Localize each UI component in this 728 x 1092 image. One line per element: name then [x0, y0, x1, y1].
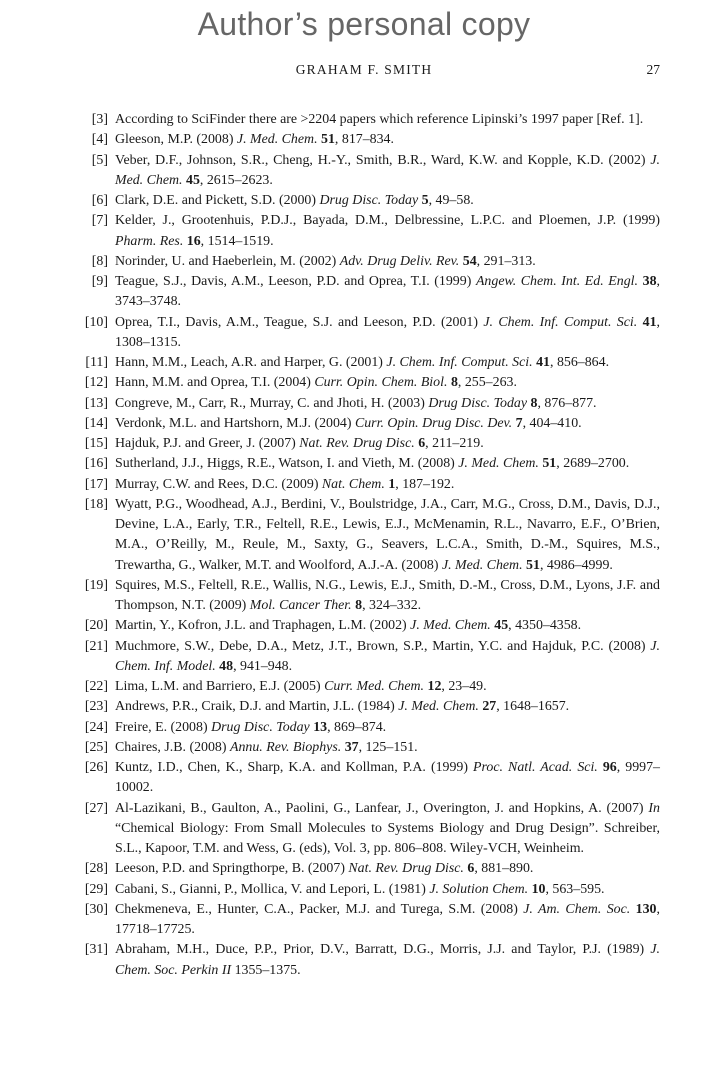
- reference-number: [23]: [84, 699, 108, 715]
- reference-text: According to SciFinder there are >2204 papers which reference Lipinski’s 1997 paper [Ref. 1].: [115, 112, 644, 127]
- reference-text: , 187–192.: [395, 476, 455, 492]
- reference-item: [74, 738, 660, 758]
- reference-number: [9]: [91, 274, 108, 289]
- reference-item: [74, 252, 660, 272]
- reference-journal: J. Med. Chem.: [398, 699, 479, 715]
- page-number: 27: [646, 62, 660, 77]
- reference-text: Hann, M.M. and Oprea, T.I. (2004): [115, 375, 315, 391]
- reference-volume: 8: [355, 598, 363, 613]
- reference-text: , 17718–17725.: [115, 901, 660, 937]
- reference-journal: J. Solution Chem.: [429, 881, 529, 897]
- reference-volume: 54: [462, 253, 477, 269]
- reference-number: [20]: [84, 618, 108, 634]
- reference-number: [6]: [91, 193, 108, 208]
- reference-number: [29]: [84, 881, 108, 897]
- reference-journal: J. Chem. Inf. Model.: [115, 638, 660, 674]
- reference-number: [4]: [91, 132, 108, 148]
- reference-journal: Drug Disc. Today: [319, 193, 419, 208]
- reference-journal: Drug Disc. Today: [428, 395, 528, 411]
- reference-text: , 1308–1315.: [115, 314, 660, 350]
- reference-text: Kuntz, I.D., Chen, K., Sharp, K.A. and Kollman, P.A. (1999): [115, 760, 474, 775]
- reference-number: [15]: [84, 436, 108, 451]
- reference-text: Gleeson, M.P. (2008): [115, 132, 237, 148]
- reference-item: [74, 394, 660, 414]
- reference-text: , 881–890.: [474, 861, 534, 877]
- reference-number: [7]: [91, 213, 108, 229]
- reference-journal: Curr. Opin. Chem. Biol.: [314, 375, 448, 391]
- reference-item: [74, 859, 660, 879]
- reference-journal: Nat. Chem.: [321, 476, 385, 492]
- reference-text: Congreve, M., Carr, R., Murray, C. and Jhoti, H. (2003): [115, 395, 429, 411]
- reference-item: [74, 313, 660, 354]
- reference-text: Muchmore, S.W., Debe, D.A., Metz, J.T., Brown, S.P., Martin, Y.C. and Hajduk, P.C. (2008): [115, 638, 651, 654]
- reference-volume: 51: [321, 132, 335, 148]
- reference-volume: 38: [642, 274, 657, 289]
- reference-item: [74, 718, 660, 738]
- reference-journal: J. Med. Chem.: [236, 132, 318, 148]
- reference-number: [31]: [84, 942, 108, 958]
- reference-text: , 4350–4358.: [508, 618, 582, 634]
- reference-text: Andrews, P.R., Craik, D.J. and Martin, J.L. (1984): [115, 699, 399, 715]
- reference-journal: Drug Disc. Today: [211, 719, 310, 735]
- reference-text: Hajduk, P.J. and Greer, J. (2007): [115, 436, 300, 451]
- reference-item: [74, 697, 660, 717]
- reference-text: , 291–313.: [476, 253, 536, 269]
- reference-item: [74, 758, 660, 799]
- reference-text: Squires, M.S., Feltell, R.E., Wallis, N.G., Lewis, E.J., Smith, D.-M., Cross, D.M., Lyons, J.F. and Thompson, N.T. (2009): [115, 577, 660, 613]
- reference-volume: 7: [515, 415, 523, 431]
- reference-text: , 1648–1657.: [496, 699, 570, 715]
- reference-text: Abraham, M.H., Duce, P.P., Prior, D.V., Barratt, D.G., Morris, J.J. and Taylor, P.J. (1989): [115, 942, 651, 958]
- reference-volume: 41: [536, 355, 550, 370]
- reference-text: Chaires, J.B. (2008): [115, 739, 230, 755]
- reference-text: Lima, L.M. and Barriero, E.J. (2005): [115, 679, 325, 694]
- reference-volume: 37: [344, 739, 359, 755]
- reference-number: [22]: [84, 679, 108, 694]
- reference-item: [74, 373, 660, 393]
- reference-item: [74, 677, 660, 697]
- reference-volume: 12: [427, 679, 442, 694]
- reference-volume: 130: [635, 901, 657, 917]
- reference-item: [74, 880, 660, 900]
- reference-number: [24]: [84, 719, 108, 735]
- reference-journal: J. Chem. Inf. Comput. Sci.: [386, 355, 533, 370]
- reference-text: , 23–49.: [441, 679, 487, 694]
- reference-number: [19]: [84, 577, 108, 593]
- reference-text: Norinder, U. and Haeberlein, M. (2002): [115, 253, 340, 269]
- reference-volume: 45: [186, 172, 200, 188]
- reference-number: [14]: [84, 415, 108, 431]
- reference-text: , 3743–3748.: [115, 274, 660, 310]
- reference-volume: 6: [467, 861, 475, 877]
- reference-text: , 125–151.: [358, 739, 418, 755]
- reference-volume: 48: [219, 658, 234, 674]
- reference-number: [18]: [84, 496, 108, 512]
- reference-text: , 49–58.: [428, 193, 474, 208]
- reference-volume: 41: [642, 314, 657, 330]
- reference-volume: 8: [450, 375, 458, 391]
- reference-journal: Curr. Opin. Drug Disc. Dev.: [354, 415, 513, 431]
- reference-volume: 6: [418, 436, 426, 451]
- reference-item: [74, 900, 660, 941]
- reference-item: [74, 151, 660, 192]
- reference-item: [74, 130, 660, 150]
- reference-volume: 1: [388, 476, 396, 492]
- reference-journal: Mol. Cancer Ther.: [249, 598, 352, 613]
- reference-journal: J. Med. Chem.: [115, 152, 660, 188]
- reference-text: Veber, D.F., Johnson, S.R., Cheng, H.-Y., Smith, B.R., Ward, K.W. and Kopple, K.D. (2002): [115, 152, 651, 168]
- reference-text: Teague, S.J., Davis, A.M., Leeson, P.D. and Oprea, T.I. (1999): [115, 274, 476, 289]
- reference-journal: J. Chem. Soc. Perkin II: [115, 942, 660, 978]
- reference-text: Wyatt, P.G., Woodhead, A.J., Berdini, V., Boulstridge, J.A., Carr, M.G., Cross, D.M., Davis, D.J., Devine, L.A., Early, T.R., Feltell, R.E., Lewis, E.J., McMenamin, R.L., Navarro, E.F., O’Brien, M.A., O’Reilly, M., Reule, M., Saxty, G., Seavers, L.C.A., Smith, D.-M., Squires, M.S., Trewartha, G., Walker, M.T. and Woolford, A.J.-A. (2008): [115, 496, 660, 573]
- reference-text: Sutherland, J.J., Higgs, R.E., Watson, I. and Vieth, M. (2008): [115, 456, 459, 472]
- reference-item: [74, 414, 660, 434]
- reference-item: [74, 191, 660, 211]
- reference-number: [8]: [91, 253, 108, 269]
- reference-text: , 255–263.: [457, 375, 517, 391]
- reference-volume: 8: [530, 395, 538, 411]
- reference-number: [12]: [84, 375, 108, 391]
- reference-text: Al-Lazikani, B., Gaulton, A., Paolini, G., Lanfear, J., Overington, J. and Hopkins, A. (2007): [115, 800, 649, 816]
- reference-item: [74, 475, 660, 495]
- reference-text: Leeson, P.D. and Springthorpe, B. (2007): [115, 861, 349, 877]
- reference-journal: Adv. Drug Deliv. Rev.: [339, 253, 460, 269]
- reference-text: , 876–877.: [537, 395, 597, 411]
- reference-number: [30]: [84, 901, 108, 917]
- reference-text: , 404–410.: [522, 415, 582, 431]
- reference-text: , 1514–1519.: [200, 233, 274, 249]
- reference-number: [21]: [84, 638, 108, 654]
- reference-text: , 563–595.: [545, 881, 605, 897]
- reference-volume: 51: [542, 456, 557, 472]
- reference-text: , 324–332.: [362, 598, 422, 613]
- reference-volume: 27: [482, 699, 497, 715]
- watermark-banner: Author’s personal copy: [197, 6, 531, 42]
- reference-journal: In: [648, 800, 660, 816]
- reference-number: [16]: [84, 456, 108, 472]
- reference-journal: J. Am. Chem. Soc.: [523, 901, 631, 917]
- reference-text: , 2615–2623.: [199, 172, 273, 188]
- reference-journal: Proc. Natl. Acad. Sci.: [473, 760, 598, 775]
- running-header: [0, 62, 660, 82]
- reference-item: [74, 799, 660, 860]
- reference-text: , 211–219.: [425, 436, 484, 451]
- reference-volume: 45: [494, 618, 509, 634]
- reference-volume: 51: [526, 557, 540, 573]
- reference-text: Hann, M.M., Leach, A.R. and Harper, G. (2001): [115, 355, 387, 370]
- reference-text: , 941–948.: [233, 658, 293, 674]
- reference-journal: J. Med. Chem.: [458, 456, 539, 472]
- header-author: GRAHAM F. SMITH: [295, 62, 433, 77]
- reference-journal: Pharm. Res.: [115, 233, 184, 249]
- reference-journal: Curr. Med. Chem.: [324, 679, 425, 694]
- reference-item: [74, 110, 660, 130]
- reference-journal: J. Med. Chem.: [441, 557, 523, 573]
- reference-list: [74, 110, 660, 981]
- reference-number: [10]: [84, 314, 108, 330]
- reference-journal: J. Chem. Inf. Comput. Sci.: [483, 314, 638, 330]
- reference-item: [74, 272, 660, 313]
- reference-item: [74, 454, 660, 474]
- reference-number: [28]: [84, 861, 108, 877]
- reference-text: Verdonk, M.L. and Hartshorn, M.J. (2004): [115, 415, 355, 431]
- reference-journal: Annu. Rev. Biophys.: [229, 739, 342, 755]
- reference-text: 1355–1375.: [231, 962, 301, 978]
- reference-number: [5]: [91, 152, 108, 168]
- reference-text: Freire, E. (2008): [115, 719, 212, 735]
- reference-text: , 817–834.: [334, 132, 394, 148]
- reference-item: [74, 637, 660, 678]
- reference-text: Kelder, J., Grootenhuis, P.D.J., Bayada, D.M., Delbressine, L.P.C. and Ploemen, J.P. (1999): [115, 213, 660, 229]
- reference-item: [74, 211, 660, 252]
- reference-number: [27]: [84, 800, 108, 816]
- reference-item: [74, 353, 660, 373]
- reference-number: [13]: [84, 395, 108, 411]
- reference-text: , 9997–10002.: [115, 760, 660, 796]
- reference-journal: Nat. Rev. Drug Disc.: [348, 861, 464, 877]
- reference-number: [17]: [84, 476, 108, 492]
- reference-item: [74, 576, 660, 617]
- reference-number: [11]: [85, 355, 108, 370]
- reference-item: [74, 616, 660, 636]
- reference-text: , 4986–4999.: [539, 557, 613, 573]
- reference-text: , 2689–2700.: [556, 456, 630, 472]
- reference-text: Martin, Y., Kofron, J.L. and Traphagen, L.M. (2002): [115, 618, 411, 634]
- reference-number: [25]: [84, 739, 108, 755]
- reference-volume: 13: [313, 719, 328, 735]
- reference-item: [74, 495, 660, 576]
- reference-journal: Angew. Chem. Int. Ed. Engl.: [475, 274, 639, 289]
- reference-text: , 856–864.: [550, 355, 610, 370]
- reference-text: “Chemical Biology: From Small Molecules to Systems Biology and Drug Design”. Schreiber, S.L., Kapoor, T.M. and Wess, G. (eds), Vol. 3, pp. 806–808. Wiley-VCH, Weinheim.: [115, 820, 660, 856]
- reference-item: [74, 434, 660, 454]
- reference-text: Cabani, S., Gianni, P., Mollica, V. and Lepori, L. (1981): [115, 881, 430, 897]
- reference-item: [74, 940, 660, 981]
- reference-journal: Nat. Rev. Drug Disc.: [299, 436, 415, 451]
- reference-number: [3]: [91, 112, 108, 127]
- reference-volume: 5: [421, 193, 429, 208]
- reference-number: [26]: [84, 760, 108, 775]
- reference-text: Murray, C.W. and Rees, D.C. (2009): [115, 476, 322, 492]
- reference-text: Oprea, T.I., Davis, A.M., Teague, S.J. and Leeson, P.D. (2001): [115, 314, 484, 330]
- reference-volume: 96: [602, 760, 617, 775]
- reference-text: Chekmeneva, E., Hunter, C.A., Packer, M.J. and Turega, S.M. (2008): [115, 901, 524, 917]
- reference-text: , 869–874.: [327, 719, 387, 735]
- reference-journal: J. Med. Chem.: [410, 618, 491, 634]
- reference-volume: 10: [531, 881, 546, 897]
- reference-volume: 16: [186, 233, 201, 249]
- reference-text: Clark, D.E. and Pickett, S.D. (2000): [115, 193, 320, 208]
